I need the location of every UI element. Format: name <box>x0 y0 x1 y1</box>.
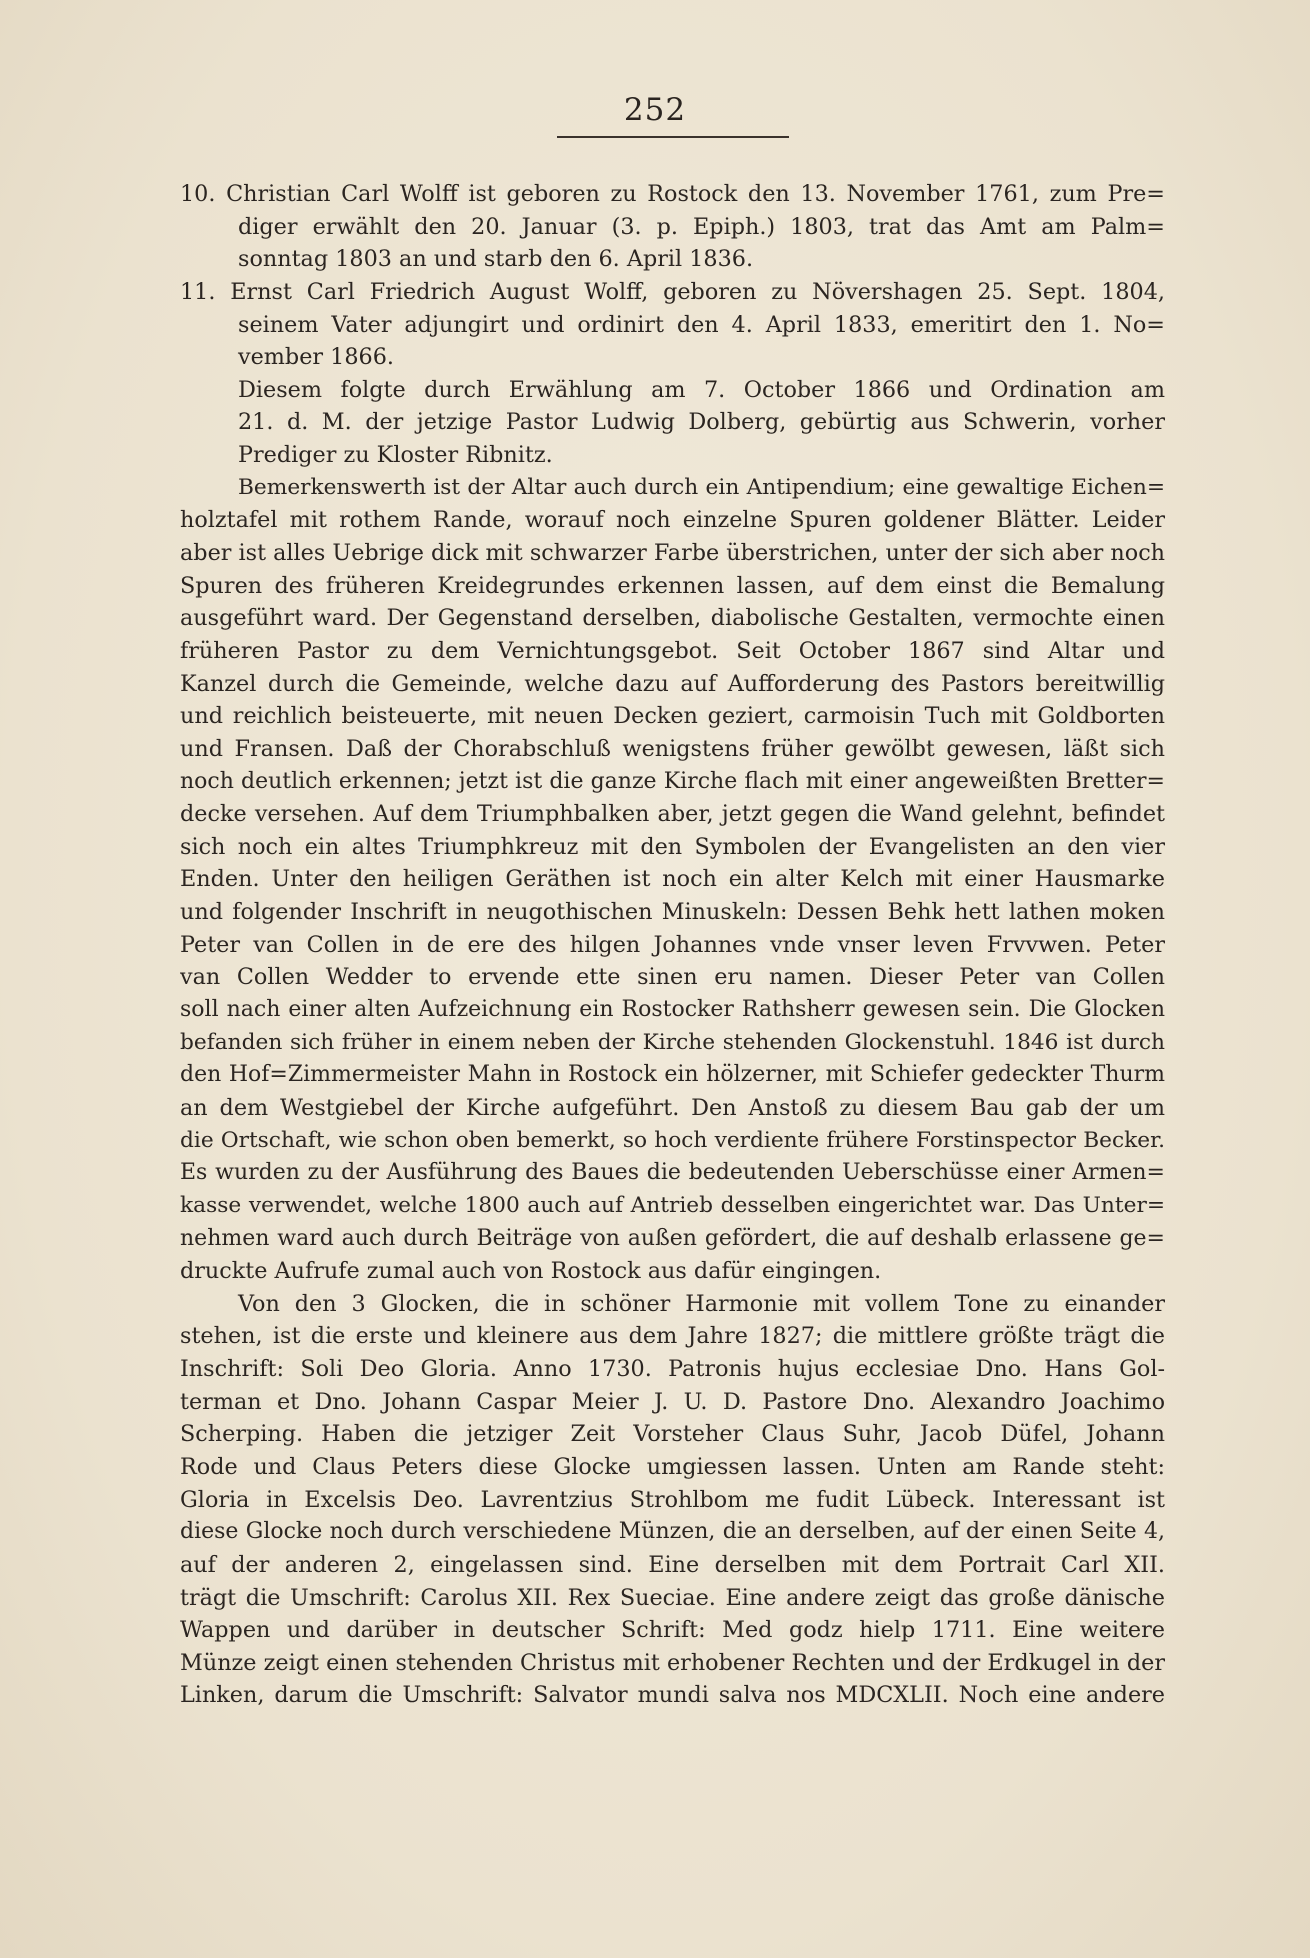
text-line: 11. Ernst Carl Friedrich August Wolff, geboren zu Növershagen 25. Sept. 1804, <box>180 278 1165 305</box>
text-line: Wappen und darüber in deutscher Schrift: Med godz hielp 1711. Eine weitere <box>180 1617 1165 1644</box>
text-line: Von den 3 Glocken, die in schöner Harmonie mit vollem Tone zu einander <box>238 1290 1165 1317</box>
text-line: decke versehen. Auf dem Triumphbalken aber, jetzt gegen die Wand gelehnt, befindet <box>180 801 1165 828</box>
text-line: 10. Christian Carl Wolff ist geboren zu Rostock den 13. November 1761, zum Pre= <box>180 181 1165 207</box>
text-line: früheren Pastor zu dem Vernichtungsgebot. Seit October 1867 sind Altar und <box>180 637 1165 664</box>
text-line: vember 1866. <box>238 344 394 371</box>
text-line: Peter van Collen in de ere des hilgen Johannes vnde vnser leven Frvvwen. Peter <box>180 931 1165 958</box>
text-line: Prediger zu Kloster Ribnitz. <box>238 442 553 469</box>
text-line: Enden. Unter den heiligen Geräthen ist noch ein alter Kelch mit einer Hausmarke <box>180 866 1165 893</box>
text-line: van Collen Wedder to ervende ette sinen eru namen. Dieser Peter van Collen <box>180 964 1165 991</box>
text-line: kasse verwendet, welche 1800 auch auf Antrieb desselben eingerichtet war. Das Unter= <box>180 1192 1165 1218</box>
text-line: diese Glocke noch durch verschiedene Münzen, die an derselben, auf der einen Seite 4, <box>180 1519 1165 1545</box>
page-number: 252 <box>623 92 687 128</box>
text-line: terman et Dno. Johann Caspar Meier J. U. D. Pastore Dno. Alexandro Joachimo <box>180 1388 1165 1415</box>
text-line: Gloria in Excelsis Deo. Lavrentzius Strohlbom me fudit Lübeck. Interessant ist <box>180 1486 1165 1513</box>
text-line: Kanzel durch die Gemeinde, welche dazu auf Aufforderung des Pastors bereitwillig <box>180 670 1165 697</box>
text-line: sonntag 1803 an und starb den 6. April 1836. <box>238 246 754 273</box>
text-line: und folgender Inschrift in neugothischen Minuskeln: Dessen Behk hett lathen moken <box>180 899 1165 926</box>
text-line: Bemerkenswerth ist der Altar auch durch ein Antipendium; eine gewaltige Eichen= <box>238 474 1165 500</box>
text-line: diger erwählt den 20. Januar (3. p. Epiph.) 1803, trat das Amt am Palm= <box>238 213 1165 240</box>
text-line: Scherping. Haben die jetziger Zeit Vorsteher Claus Suhr, Jacob Düfel, Johann <box>180 1421 1165 1448</box>
text-line: 21. d. M. der jetzige Pastor Ludwig Dolberg, gebürtig aus Schwerin, vorher <box>238 409 1165 436</box>
text-line: Es wurden zu der Ausführung des Baues die bedeutenden Ueberschüsse einer Armen= <box>180 1160 1165 1186</box>
text-line: Diesem folgte durch Erwählung am 7. October 1866 und Ordination am <box>238 376 1165 403</box>
text-line: holztafel mit rothem Rande, worauf noch einzelne Spuren goldener Blätter. Leider <box>180 507 1165 534</box>
text-line: sich noch ein altes Triumphkreuz mit den Symbolen der Evangelisten an den vier <box>180 833 1165 860</box>
text-line: befanden sich früher in einem neben der Kirche stehenden Glockenstuhl. 1846 ist durch <box>180 1029 1165 1055</box>
text-line: Rode und Claus Peters diese Glocke umgiessen lassen. Unten am Rande steht: <box>180 1453 1165 1480</box>
text-line: druckte Aufrufe zumal auch von Rostock aus dafür eingingen. <box>180 1258 882 1285</box>
text-line: Linken, darum die Umschrift: Salvator mundi salva nos MDCXLII. Noch eine andere <box>180 1682 1165 1709</box>
text-line: und Fransen. Daß der Chorabschluß wenigstens früher gewölbt gewesen, läßt sich <box>180 735 1165 762</box>
text-line: trägt die Umschrift: Carolus XII. Rex Sueciae. Eine andere zeigt das große dänische <box>180 1584 1165 1611</box>
page-body <box>180 178 1165 1712</box>
text-line: Münze zeigt einen stehenden Christus mit erhobener Rechten und der Erdkugel in der <box>180 1649 1165 1676</box>
text-line: noch deutlich erkennen; jetzt ist die ganze Kirche flach mit einer angeweißten Bretter= <box>180 768 1165 794</box>
text-line: an dem Westgiebel der Kirche aufgeführt. Den Anstoß zu diesem Bau gab der um <box>180 1094 1165 1121</box>
text-line: soll nach einer alten Aufzeichnung ein Rostocker Rathsherr gewesen sein. Die Glocken <box>180 997 1165 1023</box>
text-line: ausgeführt ward. Der Gegenstand derselben, diabolische Gestalten, vermochte einen <box>180 605 1165 632</box>
header-rule <box>557 136 789 138</box>
text-line: aber ist alles Uebrige dick mit schwarzer Farbe überstrichen, unter der sich aber noch <box>180 540 1165 567</box>
text-line: Inschrift: Soli Deo Gloria. Anno 1730. Patronis hujus ecclesiae Dno. Hans Gol- <box>180 1356 1165 1383</box>
text-line: und reichlich beisteuerte, mit neuen Decken geziert, carmoisin Tuch mit Goldborten <box>180 703 1165 730</box>
text-line: Spuren des früheren Kreidegrundes erkennen lassen, auf dem einst die Bemalung <box>180 572 1165 599</box>
text-line: die Ortschaft, wie schon oben bemerkt, so hoch verdiente frühere Forstinspector Becker. <box>180 1127 1165 1153</box>
text-line: nehmen ward auch durch Beiträge von außen gefördert, die auf deshalb erlassene ge= <box>180 1225 1165 1251</box>
text-line: den Hof=Zimmermeister Mahn in Rostock ein hölzerner, mit Schiefer gedeckter Thurm <box>180 1062 1165 1088</box>
text-line: seinem Vater adjungirt und ordinirt den 4. April 1833, emeritirt den 1. No= <box>238 311 1165 338</box>
text-line: auf der anderen 2, eingelassen sind. Eine derselben mit dem Portrait Carl XII. <box>180 1551 1165 1578</box>
text-line: stehen, ist die erste und kleinere aus dem Jahre 1827; die mittlere größte trägt die <box>180 1323 1165 1350</box>
